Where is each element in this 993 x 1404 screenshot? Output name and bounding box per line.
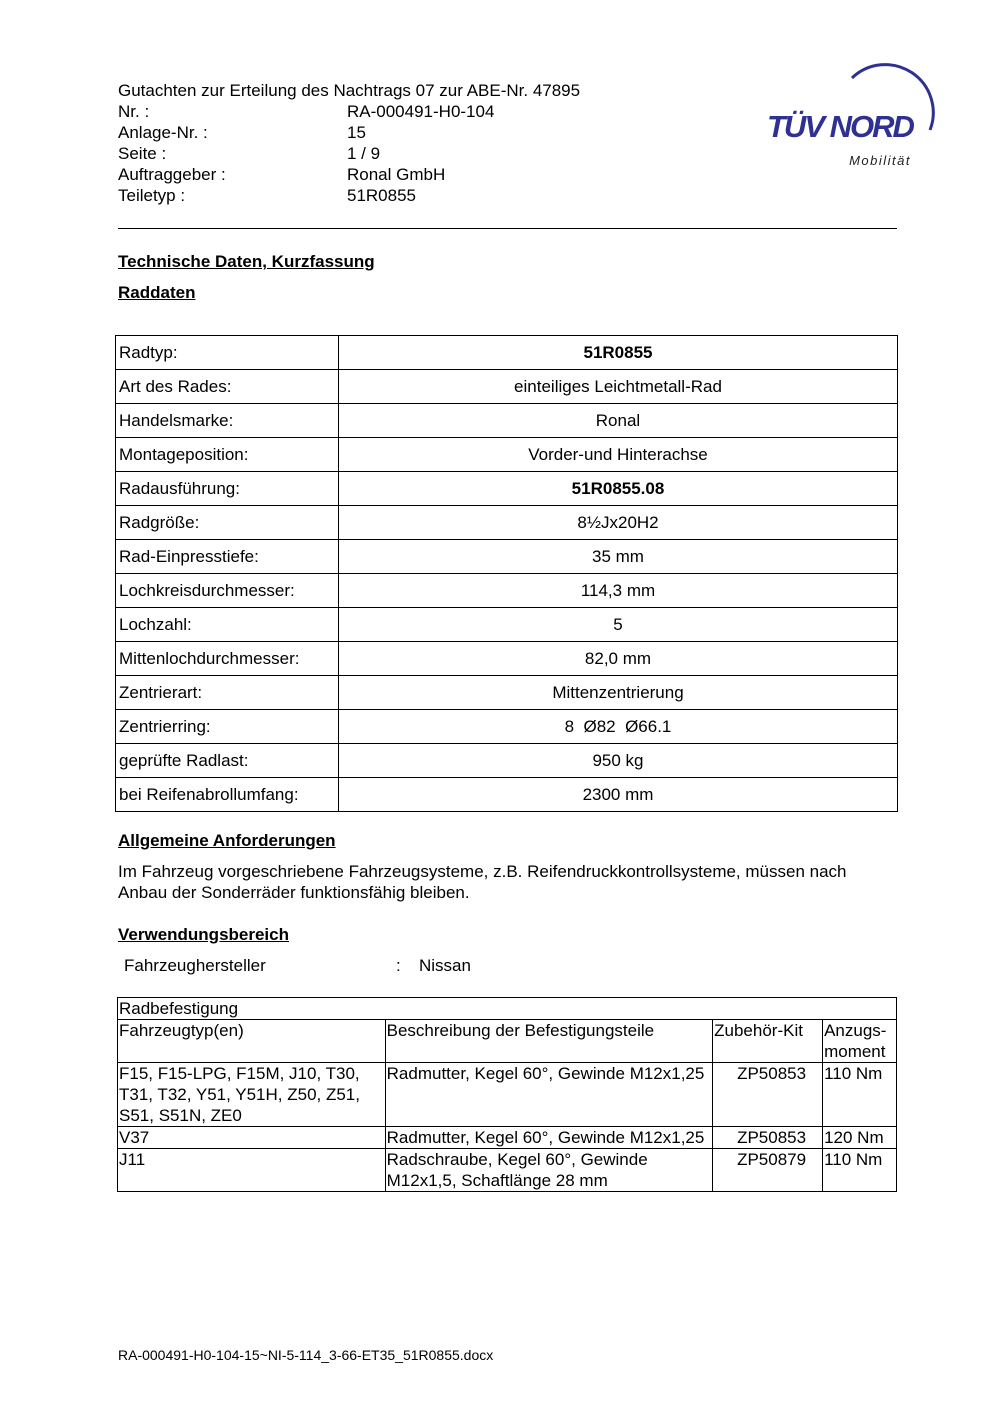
section-heading-tech: Technische Daten, Kurzfassung <box>118 252 375 271</box>
row-label: Zentrierring: <box>116 710 339 744</box>
row-value: 5 <box>339 608 898 642</box>
column-header: Beschreibung der Befestigungsteile <box>385 1020 713 1063</box>
header-title: Gutachten zur Erteilung des Nachtrags 07 zur ABE-Nr. 47895 <box>118 81 581 100</box>
header-label: Seite : <box>118 144 167 163</box>
row-value: 8 Ø82 Ø66.1 <box>339 710 898 744</box>
cell-vehicle-types: J11 <box>118 1149 386 1192</box>
mounting-title: Radbefestigung <box>118 998 897 1020</box>
cell-kit: ZP50879 <box>713 1149 823 1192</box>
row-label: bei Reifenabrollumfang: <box>116 778 339 812</box>
row-label: Lochkreisdurchmesser: <box>116 574 339 608</box>
manufacturer-separator: : <box>396 956 401 975</box>
header-label: Auftraggeber : <box>118 165 226 184</box>
cell-torque: 110 Nm <box>823 1149 897 1192</box>
header-row-auftraggeber <box>118 164 738 185</box>
table-row <box>118 1063 897 1127</box>
header-label: Nr. : <box>118 102 150 121</box>
logo-brand: TÜV NORD <box>767 109 913 144</box>
row-value: Vorder-und Hinterachse <box>339 438 898 472</box>
table-header-row <box>118 1020 897 1063</box>
row-value: 950 kg <box>339 744 898 778</box>
table-row <box>116 336 898 370</box>
cell-vehicle-types: V37 <box>118 1127 386 1149</box>
tuev-nord-logo <box>760 56 950 176</box>
cell-description: Radmutter, Kegel 60°, Gewinde M12x1,25 <box>385 1127 713 1149</box>
header-value: 51R0855 <box>347 186 417 205</box>
table-row <box>116 438 898 472</box>
table-row <box>116 404 898 438</box>
row-label: Montageposition: <box>116 438 339 472</box>
mounting-table <box>117 997 897 1192</box>
table-row <box>116 744 898 778</box>
wheel-data-table <box>115 335 898 812</box>
section-heading-usage: Verwendungsbereich <box>118 925 289 944</box>
column-header: Zubehör-Kit <box>713 1020 823 1063</box>
general-requirements-text: Im Fahrzeug vorgeschriebene Fahrzeugsysteme, z.B. Reifendruckkontrollsysteme, müssen nach Anbau der Sonderräder funktionsfähig bleiben. <box>118 862 847 902</box>
row-value: Mittenzentrierung <box>339 676 898 710</box>
row-value: 51R0855.08 <box>339 472 898 506</box>
row-value: Ronal <box>339 404 898 438</box>
table-row <box>116 710 898 744</box>
row-label: Handelsmarke: <box>116 404 339 438</box>
header-row-seite <box>118 143 738 164</box>
row-label: Rad-Einpresstiefe: <box>116 540 339 574</box>
cell-torque: 120 Nm <box>823 1127 897 1149</box>
manufacturer-label: Fahrzeughersteller <box>124 956 266 975</box>
table-row <box>116 506 898 540</box>
table-row <box>116 540 898 574</box>
header-divider <box>118 228 897 229</box>
header-value: 1 / 9 <box>347 144 381 163</box>
document-header <box>118 80 738 206</box>
row-label: Lochzahl: <box>116 608 339 642</box>
row-value: 8½Jx20H2 <box>339 506 898 540</box>
table-row <box>118 1149 897 1192</box>
footer-filename: RA-000491-H0-104-15~NI-5-114_3-66-ET35_51R0855.docx <box>118 1347 494 1363</box>
row-label: geprüfte Radlast: <box>116 744 339 778</box>
column-header: Fahrzeugtyp(en) <box>118 1020 386 1063</box>
table-row <box>116 676 898 710</box>
row-label: Mittenlochdurchmesser: <box>116 642 339 676</box>
cell-kit: ZP50853 <box>713 1063 823 1127</box>
row-label: Radtyp: <box>116 336 339 370</box>
cell-description: Radmutter, Kegel 60°, Gewinde M12x1,25 <box>385 1063 713 1127</box>
column-header: Anzugs-moment <box>823 1020 897 1063</box>
header-value: 15 <box>347 123 366 142</box>
table-row <box>116 778 898 812</box>
table-row <box>116 574 898 608</box>
header-label: Anlage-Nr. : <box>118 123 208 142</box>
table-row <box>116 608 898 642</box>
row-value: 2300 mm <box>339 778 898 812</box>
section-heading-general: Allgemeine Anforderungen <box>118 831 336 850</box>
row-value: 114,3 mm <box>339 574 898 608</box>
row-label: Zentrierart: <box>116 676 339 710</box>
row-label: Radgröße: <box>116 506 339 540</box>
table-row <box>116 472 898 506</box>
section-heading-wheel: Raddaten <box>118 283 196 302</box>
row-value: einteiliges Leichtmetall-Rad <box>339 370 898 404</box>
header-label: Teiletyp : <box>118 186 186 205</box>
table-row <box>116 642 898 676</box>
cell-vehicle-types: F15, F15-LPG, F15M, J10, T30, T31, T32, Y51, Y51H, Z50, Z51, S51, S51N, ZE0 <box>118 1063 386 1127</box>
header-row-nr <box>118 101 738 122</box>
manufacturer-line <box>124 956 471 976</box>
row-label: Art des Rades: <box>116 370 339 404</box>
header-value: Ronal GmbH <box>347 165 446 184</box>
row-value: 51R0855 <box>339 336 898 370</box>
header-row-teiletyp <box>118 185 738 206</box>
table-row <box>116 370 898 404</box>
cell-torque: 110 Nm <box>823 1063 897 1127</box>
cell-description: Radschraube, Kegel 60°, Gewinde M12x1,5, Schaftlänge 28 mm <box>385 1149 713 1192</box>
row-value: 82,0 mm <box>339 642 898 676</box>
table-title-row <box>118 998 897 1020</box>
logo-tagline: Mobilität <box>849 153 911 168</box>
cell-kit: ZP50853 <box>713 1127 823 1149</box>
header-value: RA-000491-H0-104 <box>347 102 495 121</box>
header-row-anlage <box>118 122 738 143</box>
row-label: Radausführung: <box>116 472 339 506</box>
table-row <box>118 1127 897 1149</box>
manufacturer-value: Nissan <box>419 956 471 975</box>
row-value: 35 mm <box>339 540 898 574</box>
